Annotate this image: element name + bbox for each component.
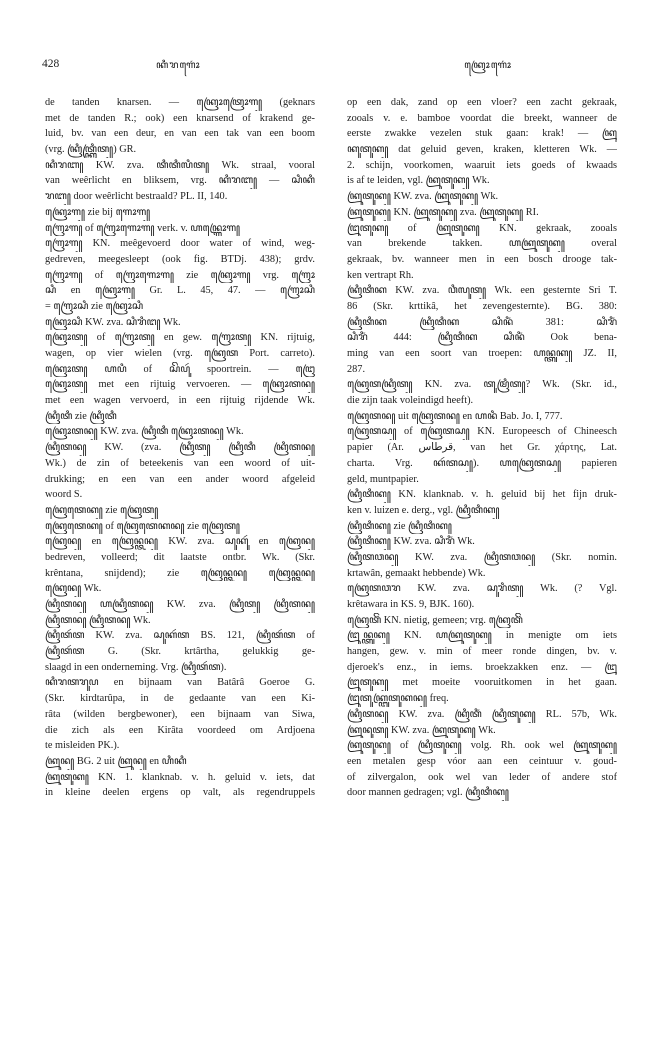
text-line: ꦏꦿꦶꦠꦂꦠ G. (Skr. krtârtha, gelukkig ge-	[45, 646, 315, 658]
text-line: krtawân, gemaakt hebbende) Wk.	[347, 567, 486, 579]
text-line: hangen, gew. v. min of meer ronde dingen, bv. v.	[347, 646, 617, 658]
text-line: ꦏꦿꦶꦠꦶ zie ꦏꦿꦶꦠꦶ	[45, 410, 117, 422]
text-line: eerste zwakke vezelen stuk gaan: krak! — ꦏꦿꦸ	[347, 128, 617, 140]
left-column	[45, 95, 315, 801]
text-line: wagen, op vier wielen (vrg. ꦏꦿꦺꦠ Port. carreto).	[45, 348, 315, 359]
text-line: ꦒꦿꦺꦴꦒ꧀ of ꦒꦿꦺꦴꦒꦺꦴꦒ꧀ verk. v. ꦲꦤ꧀ꦒꦿꦺꦴꦒ꧀	[45, 222, 241, 234]
text-line: in kleine deelen ergens op valt, als regendruppels	[45, 787, 315, 799]
text-line: ꦫꦧ꧀ door weêrlicht bestraald? PL. II, 140.	[45, 191, 228, 203]
text-line: ꦏꦿꦺꦠꦼꦁ KN. nietig, gemeen; vrg. ꦏꦿꦺꦠꦼꦁ	[347, 614, 523, 626]
text-line: Wk.) de zin of beteekenis van een woord of uit-	[45, 457, 315, 469]
text-line: ꦏꦿꦺꦴꦱꦶ KW. zva. ꦱꦶꦫꦶꦔ꧀ Wk.	[45, 316, 181, 328]
text-line: ꦏꦿꦺꦴꦠ꧀ ꦲꦥꦶ of ꦱꦼꦥꦸꦂ spoortrein. — ꦔꦿꦺ	[45, 363, 315, 375]
text-line: met een wagen vervoerd, in een rijtuig rijdende Wk.	[45, 395, 315, 407]
text-line: papier (Ar. قرطاس, van het Gr. χάρτης, Lat.	[347, 442, 617, 454]
text-line: te misleiden PK.).	[45, 740, 120, 752]
text-line: geld, muntpapier.	[347, 473, 419, 485]
text-line: op een dak, zand op een vloer? een zacht gekraak,	[347, 97, 617, 108]
text-line: ꦔꦿꦸꦠꦸꦏ꧀ꦔꦿꦸꦠꦸꦏꦤ꧀ freq.	[347, 693, 449, 705]
text-line: ꦏꦿꦶꦠꦮꦤ꧀ KW. zva. ꦏꦿꦶꦠꦮꦤ꧀ (Skr. nomin.	[347, 551, 617, 563]
text-line: ꦱꦶ en ꦏꦿꦺꦴꦒ꧀ Gr. L. 45, 47. — ꦒꦿꦺꦴꦱꦶ	[45, 285, 315, 297]
text-line: ꦏꦶꦫꦧ꧀ KW. zva. ꦠꦶꦠꦶꦭꦶꦠ꧀ Wk. straal, vooral	[45, 159, 315, 171]
text-line: een metalen gesp vóor aan een ceintuur v. goud-	[347, 755, 617, 767]
text-line: 86 (Skr. krttikâ, het zevengesternte). BG. 380:	[347, 300, 617, 312]
text-line: gedreven, meegesleept (ook fig. BTDj. 438); grdv.	[45, 253, 315, 265]
text-line: drukking; en een van een ander woord afgeleid	[45, 473, 315, 485]
text-line: zooals v. e. bamboe voordat die breekt, wanneer de	[347, 112, 617, 124]
running-head-left: ꦏꦶꦫꦒꦺꦴꦁ	[156, 60, 201, 71]
text-line: gekraak, bv. wanneer men in een bosch drooge tak-	[347, 253, 617, 265]
text-line: ꦏꦿꦸꦠꦸꦏ꧀ KN. 1. klanknab. v. h. geluid v. iets, dat	[45, 771, 315, 783]
text-line: is af te leiden, vgl. ꦏꦿꦸꦠꦸꦏ꧀ Wk.	[347, 175, 490, 187]
text-line: slaagd in een onderneming. Vrg. ꦏꦿꦶꦠꦂꦠ).	[45, 661, 227, 673]
text-line: (vrg. ꦏꦿꦶꦠ꧀ꦏꦿꦶꦠ꧀) GR.	[45, 144, 137, 156]
text-line: ken v. luizen e. derg., vgl. ꦏꦿꦶꦠꦶꦏ꧀	[347, 504, 500, 516]
text-line: ꦏꦿꦶꦠꦤ꧀ ꦏꦿꦶꦠꦤ꧀ Wk.	[45, 614, 151, 626]
text-line: ꦏꦿꦸꦤ꧀ BG. 2 uit ꦏꦿꦸꦤ꧀ en ꦲꦶꦏꦶ	[45, 755, 187, 767]
text-line: ꦏꦶꦫꦠꦫꦸꦥ en bijnaam van Batârâ Goeroe G.	[45, 677, 315, 689]
text-line: = ꦒꦿꦺꦴꦱꦶ zie ꦏꦿꦺꦴꦱꦶ	[45, 300, 144, 312]
text-line: ꦔꦿꦸꦠꦸꦏ꧀ met moeite vooruitkomen in het gaan.	[347, 677, 617, 689]
text-line: râta (wilden bergbewoner), een bijnaam van Siwa,	[45, 708, 315, 720]
text-line: die zich als een Kirâta voordeed om Ardjoena	[45, 724, 315, 736]
text-line: ꦏꦿꦶꦠꦶꦏ꧀ KN. klanknab. v. h. geluid bij het fijn druk-	[347, 489, 617, 501]
text-line: luid, bv. van een deur, en van een tak van een boom	[45, 128, 315, 140]
text-line: krêtawara in KS. 9, BJK. 160).	[347, 599, 475, 610]
text-line: ꦏꦿꦺꦠꦏꦿꦶꦠ꧀ KN. zva. ꦠꦸꦩꦿꦶꦠ꧀? Wk. (Skr. id.,	[347, 379, 617, 391]
text-line: 287.	[347, 363, 366, 375]
text-line: ꦒꦿꦺꦴꦒ꧀ KN. meêgevoerd door water of wind, weg-	[45, 238, 315, 250]
text-line: ꦔꦿꦸꦤ꧀ꦠꦸꦏ꧀ KN. ꦲꦏꦿꦸꦠꦸꦏ꧀ in menigte om iets	[347, 630, 617, 642]
text-line: ꦏꦿꦺꦴꦒ꧀ zie bij ꦒꦺꦴꦒ꧀	[45, 206, 151, 218]
text-line: (Skr. kirdtarûpa, in de gedaante van een Ki-	[45, 693, 315, 705]
text-line: ꦱꦶꦫꦶꦁ 444: ꦏꦿꦶꦠꦶꦏ ꦱꦶꦤꦶꦁ Ook bena-	[347, 332, 617, 344]
page-number: 428	[42, 58, 60, 70]
right-column	[347, 95, 617, 801]
text-line: ꦏꦿꦶꦠꦤ꧀ KW. (zva. ꦏꦿꦶꦠ꧀ ꦏꦿꦶꦠꦶ ꦏꦿꦶꦠꦤ꧀	[45, 442, 315, 454]
text-line: door mannen gedragen; vgl. ꦏꦿꦶꦠꦶꦏ꧀	[347, 787, 509, 799]
text-line: ꦏꦿꦺꦴꦠ꧀ of ꦒꦿꦺꦴꦠ꧀ en gew. ꦒꦿꦺꦴꦠ꧀ KN. rijtuig,	[45, 332, 315, 344]
text-line: 2. schijn, voorkomen, waaruit iets goeds of kwaads	[347, 159, 617, 171]
text-line: van weêrlicht en bliksem, vrg. ꦏꦶꦫꦧ꧀ — ꦱꦶꦏꦶ	[45, 175, 315, 187]
text-line: ꦏꦿꦺꦴꦠ꧀ met een rijtuig vervoeren. — ꦏꦿꦺꦴꦠꦤ꧀	[45, 379, 315, 391]
text-line: ꦏꦿꦸꦠꦸꦏ꧀ KN. ꦏꦿꦸꦠꦸꦏ꧀ zva. ꦏꦿꦸꦠꦸꦏ꧀ RI.	[347, 206, 539, 218]
text-line: die zijn taak voleindigd heeft).	[347, 395, 474, 407]
text-line: ꦏꦿꦶꦠꦶꦏ KW. zva. ꦮꦶꦭꦸꦠ꧀ Wk. een gesternte Sri T.	[347, 285, 617, 297]
text-line: krêntana, snijdend); zie ꦏꦿꦺꦤ꧀ꦠꦤ꧀ ꦏꦿꦺꦤ꧀ꦠꦤ꧀	[45, 567, 315, 579]
text-line: ꦏꦿꦺꦠꦮꦫ KW. zva. ꦱꦸꦫꦶꦠ꧀ Wk. (? Vgl.	[347, 583, 617, 595]
text-line: ꦏꦿꦺꦴꦠꦤ꧀ KW. zva. ꦏꦿꦶꦠꦶ ꦏꦿꦺꦴꦠꦤ꧀ Wk.	[45, 426, 244, 438]
text-line: ꦏꦿꦶꦠꦂꦠ KW. zva. ꦱꦸꦏꦂꦠ BS. 121, ꦏꦿꦶꦠꦂꦠ of	[45, 630, 315, 642]
page-header	[42, 58, 608, 78]
text-line: ꦏꦿꦺꦤ꧀ Wk.	[45, 583, 102, 595]
text-line: ꦏꦿꦸꦠꦸꦏ꧀ KW. zva. ꦏꦿꦸꦠꦸꦏ꧀ Wk.	[347, 191, 499, 203]
text-line: met de tanden R.; ook) een knarsend of krakend ge-	[45, 112, 315, 124]
text-line: ꦏꦿꦺꦠꦱ꧀ of ꦏꦿꦺꦠꦱ꧀ KN. Europeesch of Chineesch	[347, 426, 617, 438]
text-line: ꦔꦿꦸꦠꦸꦏ꧀ of ꦏꦿꦸꦠꦸꦏ꧀ KN. gekraak, zooals	[347, 222, 617, 234]
text-line: djeroek's enz., in iems. broekzakken enz. — ꦔꦿꦸ	[347, 661, 617, 673]
text-line: ꦏꦿꦸꦠꦸꦏ꧀ of ꦏꦿꦶꦠꦸꦏ꧀ volg. Rh. ook wel ꦏꦿꦸꦠꦸꦏ꧀	[347, 740, 617, 752]
text-line: ꦒꦿꦺꦴꦒ꧀ of ꦒꦿꦺꦴꦒꦺꦴꦒ꧀ zie ꦏꦿꦺꦴꦒ꧀ vrg. ꦒꦿꦺꦴ	[45, 269, 315, 281]
running-head-right: ꦏꦿꦺꦴꦒꦺꦴꦁ	[464, 60, 512, 71]
text-line: ꦏꦿꦶꦠꦶꦏ꧀ KW. zva. ꦱꦶꦫꦶꦁ Wk.	[347, 536, 475, 548]
text-line: ming van een soort van troepen: ꦲꦤ꧀ꦠꦸꦏ꧀ JZ. II,	[347, 348, 617, 359]
text-line: bedreven, volleerd; dit laatste ontbr. Wk. (Skr.	[45, 551, 315, 563]
text-line: ꦏꦿꦺꦤ꧀ en ꦏꦿꦺꦤ꧀ꦠꦤ꧀ KW. zva. ꦱꦸꦏꦸꦂ en ꦏꦿꦺꦤ꧀	[45, 536, 315, 548]
text-line: ꦏꦿꦺꦠꦤ꧀ uit ꦏꦿꦺꦠꦤ꧀ en ꦲꦤꦶ Bab. Jo. I, 777.	[347, 410, 563, 422]
text-line: ꦏꦿꦶꦠꦤ꧀ ꦲꦏꦿꦶꦠꦤ꧀ KW. zva. ꦏꦿꦶꦠ꧀ ꦏꦿꦶꦠꦤ꧀	[45, 599, 315, 610]
text-line: ꦏꦿꦶꦠꦤ꧀ KW. zva. ꦏꦿꦶꦠꦶꦁ ꦏꦿꦶꦠꦸꦏ꧀ RL. 57b, Wk.	[347, 708, 617, 720]
text-line: ꦏꦸꦠꦸꦏ꧀ dat geluid geven, kraken, kletteren Wk. —	[347, 144, 617, 156]
text-line: ken vertrapt Rh.	[347, 269, 414, 281]
text-line: charta. Vrg. ꦏꦂꦠꦱ꧀). ꦲꦏꦿꦺꦠꦱ꧀ papieren	[347, 457, 617, 469]
text-line: woord S.	[45, 489, 83, 501]
text-line: de tanden knarsen. — ꦏꦿꦺꦴꦠꦿꦺꦴꦒ꧀ (geknars	[45, 97, 315, 108]
text-line: ꦏꦿꦶꦠꦶꦏ꧀ zie ꦏꦿꦶꦠꦶꦏ꧀	[347, 520, 452, 532]
text-line: of zilvergalon, ook wel van leder of andere stof	[347, 771, 617, 783]
text-line: ꦏꦿꦺꦠꦺꦏ꧀ of ꦏꦿꦺꦠꦺꦏꦤ꧀ zie ꦏꦿꦺꦠ꧀	[45, 520, 240, 532]
text-line: van brekende takken. ꦲꦏꦿꦸꦠꦸꦏ꧀ overal	[347, 238, 617, 250]
text-line: ꦏꦿꦸꦤꦸꦠ꧀ KW. zva. ꦏꦿꦸꦠꦸꦏ꧀ Wk.	[347, 724, 496, 736]
text-line: ꦏꦿꦶꦠꦶꦏ ꦏꦿꦶꦠꦶꦏ ꦱꦶꦤꦶꦁ 381: ꦱꦶꦫꦶꦁ	[347, 316, 617, 328]
text-line: ꦏꦿꦺꦠꦺꦏ꧀ zie ꦏꦿꦺꦠ꧀	[45, 504, 159, 516]
